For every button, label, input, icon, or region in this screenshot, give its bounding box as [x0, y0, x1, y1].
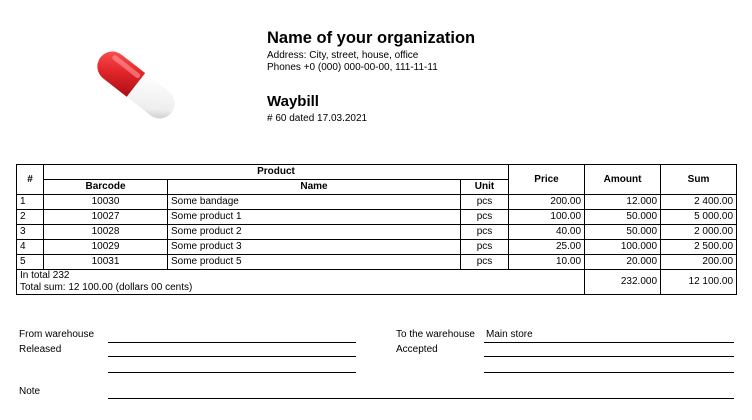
cell-name: Some product 5: [168, 255, 461, 270]
released-line: [108, 356, 356, 357]
total-sum: 12 100.00: [661, 270, 737, 295]
cell-barcode: 10030: [44, 195, 168, 210]
cell-price: 100.00: [509, 210, 585, 225]
accepted-label: Accepted: [396, 344, 438, 355]
cell-name: Some product 2: [168, 225, 461, 240]
document-title: Waybill: [267, 93, 319, 110]
waybill-table: [16, 164, 737, 295]
pill-capsule-icon: [86, 40, 186, 130]
organization-name: Name of your organization: [267, 29, 476, 47]
from-warehouse-line: [108, 342, 356, 343]
released-label: Released: [19, 344, 62, 355]
cell-sum: 2 500.00: [661, 240, 737, 255]
to-warehouse-label: To the warehouse: [396, 329, 475, 340]
cell-sum: 2 400.00: [661, 195, 737, 210]
cell-unit: pcs: [461, 240, 509, 255]
cell-sum: 5 000.00: [661, 210, 737, 225]
header-num: #: [17, 165, 44, 195]
header-name: Name: [168, 180, 461, 195]
header-product: Product: [44, 165, 509, 180]
cell-barcode: 10027: [44, 210, 168, 225]
cell-amount: 20.000: [585, 255, 661, 270]
total-sum-text: Total sum: 12 100.00 (dollars 00 cents): [20, 282, 193, 293]
organization-phones: Phones +0 (000) 000-00-00, 111-11-11: [267, 62, 438, 73]
document-number: # 60 dated 17.03.2021: [267, 113, 368, 124]
cell-name: Some product 1: [168, 210, 461, 225]
note-label: Note: [19, 386, 41, 397]
table-row: [17, 255, 737, 270]
cell-unit: pcs: [461, 210, 509, 225]
accepted-line-2: [484, 372, 734, 373]
total-amount: 232.000: [585, 270, 661, 295]
to-warehouse-line: [484, 342, 734, 343]
to-warehouse-value: Main store: [486, 329, 533, 340]
cell-price: 10.00: [509, 255, 585, 270]
cell-num: 3: [17, 225, 44, 240]
header-barcode: Barcode: [44, 180, 168, 195]
totals-row: [17, 270, 737, 295]
cell-num: 5: [17, 255, 44, 270]
cell-amount: 100.000: [585, 240, 661, 255]
header-unit: Unit: [461, 180, 509, 195]
cell-unit: pcs: [461, 195, 509, 210]
header-sum: Sum: [661, 165, 737, 195]
cell-price: 40.00: [509, 225, 585, 240]
cell-num: 4: [17, 240, 44, 255]
cell-barcode: 10031: [44, 255, 168, 270]
cell-amount: 50.000: [585, 210, 661, 225]
table-row: [17, 210, 737, 225]
table-row: [17, 225, 737, 240]
cell-price: 25.00: [509, 240, 585, 255]
cell-num: 1: [17, 195, 44, 210]
cell-sum: 200.00: [661, 255, 737, 270]
cell-price: 200.00: [509, 195, 585, 210]
header-amount: Amount: [585, 165, 661, 195]
from-warehouse-label: From warehouse: [19, 329, 95, 340]
cell-sum: 2 000.00: [661, 225, 737, 240]
table-row: [17, 240, 737, 255]
totals-label: [17, 270, 585, 295]
cell-name: Some bandage: [168, 195, 461, 210]
cell-amount: 50.000: [585, 225, 661, 240]
cell-barcode: 10028: [44, 225, 168, 240]
cell-name: Some product 3: [168, 240, 461, 255]
in-total-text: In total 232: [20, 270, 70, 281]
cell-num: 2: [17, 210, 44, 225]
note-line: [108, 398, 734, 399]
accepted-line: [484, 356, 734, 357]
cell-amount: 12.000: [585, 195, 661, 210]
table-row: [17, 195, 737, 210]
cell-unit: pcs: [461, 225, 509, 240]
organization-address: Address: City, street, house, office: [267, 50, 419, 61]
released-line-2: [108, 372, 356, 373]
cell-barcode: 10029: [44, 240, 168, 255]
cell-unit: pcs: [461, 255, 509, 270]
header-price: Price: [509, 165, 585, 195]
